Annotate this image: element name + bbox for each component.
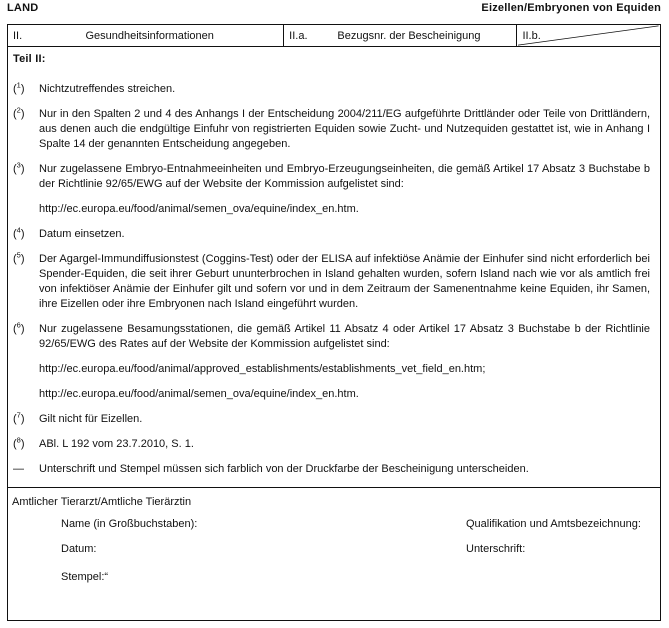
part-ii-section (7, 46, 661, 488)
footnote-paragraph: Unterschrift und Stempel müssen sich farblich von der Druckfarbe der Bescheinigung unterscheiden. (39, 463, 529, 475)
footnote (13, 227, 650, 242)
footnote-paragraph: Nichtzutreffendes streichen. (39, 83, 176, 95)
footnote-marker: ($^1$) (13, 80, 25, 95)
footnote (13, 322, 650, 402)
officer-title: Amtlicher Tierarzt/Amtliche Tierärztin (12, 496, 192, 508)
official-veterinarian-section (7, 487, 661, 621)
footnote (13, 412, 650, 427)
footnote-text (39, 322, 650, 402)
cell-code: II. (13, 29, 23, 42)
footnote-text (39, 462, 650, 477)
document-title: Eizellen/Embryonen von Equiden (481, 2, 661, 14)
footnote-marker: ($^7$) (13, 410, 25, 425)
footnote-marker: — (13, 463, 24, 475)
officer-row-date-signature (12, 542, 650, 557)
footnote (13, 252, 650, 312)
certificate-table (7, 24, 661, 621)
footnote-paragraph: Nur zugelassene Embryo-Entnahmeeinheiten und Embryo-Erzeugungseinheiten, die gemäß Artikel 17 Absatz 3 Buchstabe b der Richtlinie 92/65/EWG auf der Website der Kommission aufgelistet sind: (39, 163, 650, 190)
footnote-paragraph: Nur zugelassene Besamungsstationen, die gemäß Artikel 11 Absatz 4 oder Artikel 17 Absatz 3 Buchstabe b der Richtlinie 92/65/EWG des Rates auf der Website der Kommission aufgelistet sind: (39, 323, 650, 350)
footnote-text (39, 412, 650, 427)
footnote-url: http://ec.europa.eu/food/animal/semen_ova/equine/index_en.htm. (39, 388, 359, 400)
name-label: Name (in Großbuchstaben): (61, 518, 198, 530)
footnote-paragraph: Datum einsetzen. (39, 228, 125, 240)
footnote-marker: ($^4$) (13, 225, 25, 240)
footnote (13, 162, 650, 217)
section-heading: Teil II: (13, 53, 46, 65)
qualification-label: Qualifikation und Amtsbezeichnung: (466, 518, 641, 530)
stamp-spacer (466, 570, 650, 585)
officer-row-name-qualification (12, 517, 650, 532)
footnotes-list (13, 82, 650, 477)
footnote-paragraph: ABl. L 192 vom 23.7.2010, S. 1. (39, 438, 194, 450)
footnote-url: http://ec.europa.eu/food/animal/semen_ova/equine/index_en.htm. (39, 203, 359, 215)
footnote-paragraph: Nur in den Spalten 2 und 4 des Anhangs I der Entscheidung 2004/211/EG aufgeführte Drittländer oder Teile von Drittländern, aus denen auch die endgültige Einfuhr von registrierten Equiden sowie Zucht- und Nutzequiden gestattet ist, wie in Anhang I Spalte 14 der genannten Entscheidung angegeben. (39, 108, 650, 150)
stamp-label: Stempel:“ (61, 571, 109, 583)
footnote (13, 437, 650, 452)
footnote-url: http://ec.europa.eu/food/animal/approved_establishments/establishments_vet_field_en.htm; (39, 363, 486, 375)
footnote-text (39, 252, 650, 312)
footnote-marker: ($^5$) (13, 250, 25, 265)
footnote-paragraph: Gilt nicht für Eizellen. (39, 413, 143, 425)
dash-note (13, 462, 650, 477)
cell-iib (516, 25, 660, 46)
country-label: LAND (7, 2, 39, 14)
footnote (13, 82, 650, 97)
footnote-text (39, 437, 650, 452)
signature-label: Unterschrift: (466, 543, 526, 555)
cell-label: Bezugsnr. der Bescheinigung (337, 29, 481, 42)
diagonal-strike-line (517, 25, 660, 46)
date-label: Datum: (61, 543, 97, 555)
page-header (7, 2, 661, 15)
officer-row-stamp (12, 570, 650, 585)
cell-reference-number (283, 25, 516, 46)
footnote-paragraph: Der Agargel-Immundiffusionstest (Coggins-Test) oder der ELISA auf infektiöse Anämie der Einhufer sind nicht erforderlich bei Spender-Equiden, die seit ihrer Geburt ununterbrochen in Island gehalten wurden, sofern Island nach wie vor als amtlich frei von infektiöser Anämie der Einhufer gilt und sofern vor und in dem Zeitraum der Samenentnahme keine Equiden, ihr Samen, ihre Eizellen oder ihre Embryonen nach Island eingeführt wurden. (39, 253, 650, 310)
footnote-marker: ($^2$) (13, 105, 25, 120)
footnote-text (39, 227, 650, 242)
info-header-row (7, 24, 661, 47)
footnote-marker: ($^6$) (13, 320, 25, 335)
footnote-marker: ($^8$) (13, 435, 25, 450)
footnote (13, 107, 650, 152)
cell-label: Gesundheitsinformationen (85, 29, 214, 42)
footnote-text (39, 162, 650, 217)
cell-code: II.a. (289, 29, 308, 42)
footnote-marker: ($^3$) (13, 160, 25, 175)
cell-code: II.b. (522, 29, 541, 42)
footnote-text (39, 82, 650, 97)
footnote-text (39, 107, 650, 152)
cell-health-information (8, 25, 283, 46)
